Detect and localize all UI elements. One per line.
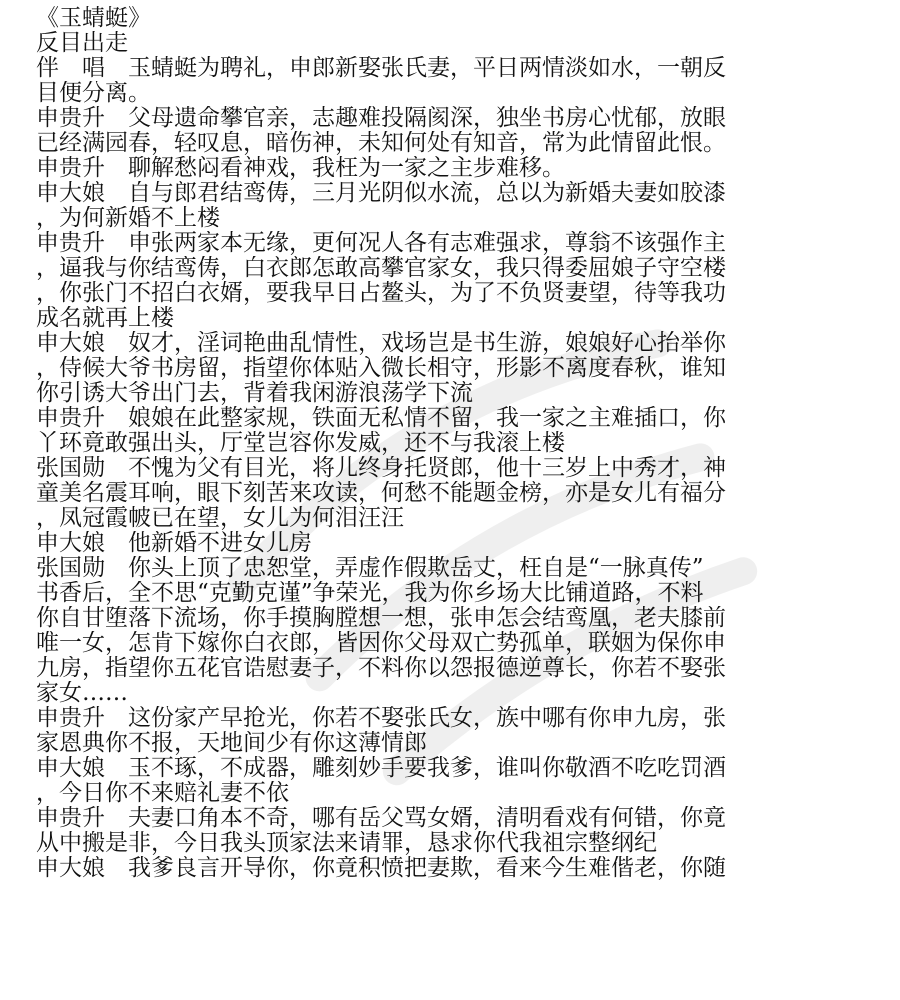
text-line: 伴 唱 玉蜻蜓为聘礼，申郎新娶张氏妻，平日两情淡如水，一朝反 <box>36 56 726 81</box>
text-line: 申贵升 娘娘在此整家规，铁面无私情不留，我一家之主难插口，你 <box>36 406 726 431</box>
text-line: 已经满园春，轻叹息，暗伤神，未知何处有知音，常为此情留此恨。 <box>36 131 726 156</box>
text-line: 申贵升 这份家产早抢光，你若不娶张氏女，族中哪有你申九房，张 <box>36 706 726 731</box>
text-line: 你引诱大爷出门去，背着我闲游浪荡学下流 <box>36 381 473 406</box>
text-line: 申贵升 申张两家本无缘，更何况人各有志难强求，尊翁不该强作主 <box>36 231 726 256</box>
text-line: ，凤冠霞帔已在望，女儿为何泪汪汪 <box>36 506 404 531</box>
text-line: 童美名震耳响，眼下刻苦来攻读，何愁不能题金榜，亦是女儿有福分 <box>36 481 726 506</box>
text-line: 申大娘 玉不琢，不成器，雕刻妙手要我爹，谁叫你敬酒不吃吃罚酒 <box>36 756 726 781</box>
text-line: 书香后，全不思“克勤克谨”争荣光，我为你乡场大比铺道路，不料 <box>36 581 704 606</box>
text-line: 唯一女，怎肯下嫁你白衣郎，皆因你父母双亡势孤单，联姻为保你申 <box>36 631 726 656</box>
text-line: 申贵升 父母遗命攀官亲，志趣难投隔阂深，独坐书房心忧郁，放眼 <box>36 106 726 131</box>
script-document <box>36 6 876 881</box>
text-line: ，逼我与你结鸾俦，白衣郎怎敢高攀官家女，我只得委屈娘子守空楼 <box>36 256 726 281</box>
text-line: 申大娘 自与郎君结鸾俦，三月光阴似水流，总以为新婚夫妻如胶漆 <box>36 181 726 206</box>
text-line: 家恩典你不报，天地间少有你这薄情郎 <box>36 731 427 756</box>
text-line: 申大娘 他新婚不进女儿房 <box>36 531 312 556</box>
text-line: 目便分离。 <box>36 81 151 106</box>
text-line: 从中搬是非，今日我头顶家法来请罪，恳求你代我祖宗整纲纪 <box>36 831 657 856</box>
text-line: ，今日你不来赔礼妻不依 <box>36 781 289 806</box>
scene-heading: 反目出走 <box>36 31 128 56</box>
text-line: 丫环竟敢强出头，厅堂岂容你发威，还不与我滚上楼 <box>36 431 565 456</box>
text-line: ，侍候大爷书房留，指望你体贴入微长相守，形影不离度春秋，谁知 <box>36 356 726 381</box>
text-line: 你自甘堕落下流场，你手摸胸膛想一想，张申怎会结鸾凰，老夫膝前 <box>36 606 726 631</box>
text-line: 张国勋 不愧为父有目光，将儿终身托贤郎，他十三岁上中秀才，神 <box>36 456 726 481</box>
text-line: ，你张门不招白衣婿，要我早日占鳌头，为了不负贤妻望，待等我功 <box>36 281 726 306</box>
text-line: 申大娘 奴才，淫词艳曲乱情性，戏场岂是书生游，娘娘好心抬举你 <box>36 331 726 356</box>
text-line: 家女…… <box>36 681 128 706</box>
text-line: 申贵升 夫妻口角本不奇，哪有岳父骂女婿，清明看戏有何错，你竟 <box>36 806 726 831</box>
text-line: 申大娘 我爹良言开导你，你竟积愤把妻欺，看来今生难偕老，你随 <box>36 856 726 881</box>
text-line: 申贵升 聊解愁闷看神戏，我枉为一家之主步难移。 <box>36 156 565 181</box>
title-line: 《玉蜻蜓》 <box>36 6 151 31</box>
text-line: ，为何新婚不上楼 <box>36 206 220 231</box>
text-line: 成名就再上楼 <box>36 306 174 331</box>
text-line: 九房，指望你五花官诰慰妻子，不料你以怨报德逆尊长，你若不娶张 <box>36 656 726 681</box>
text-line: 张国勋 你头上顶了忠恕堂，弄虚作假欺岳丈，枉自是“一脉真传” <box>36 556 704 581</box>
